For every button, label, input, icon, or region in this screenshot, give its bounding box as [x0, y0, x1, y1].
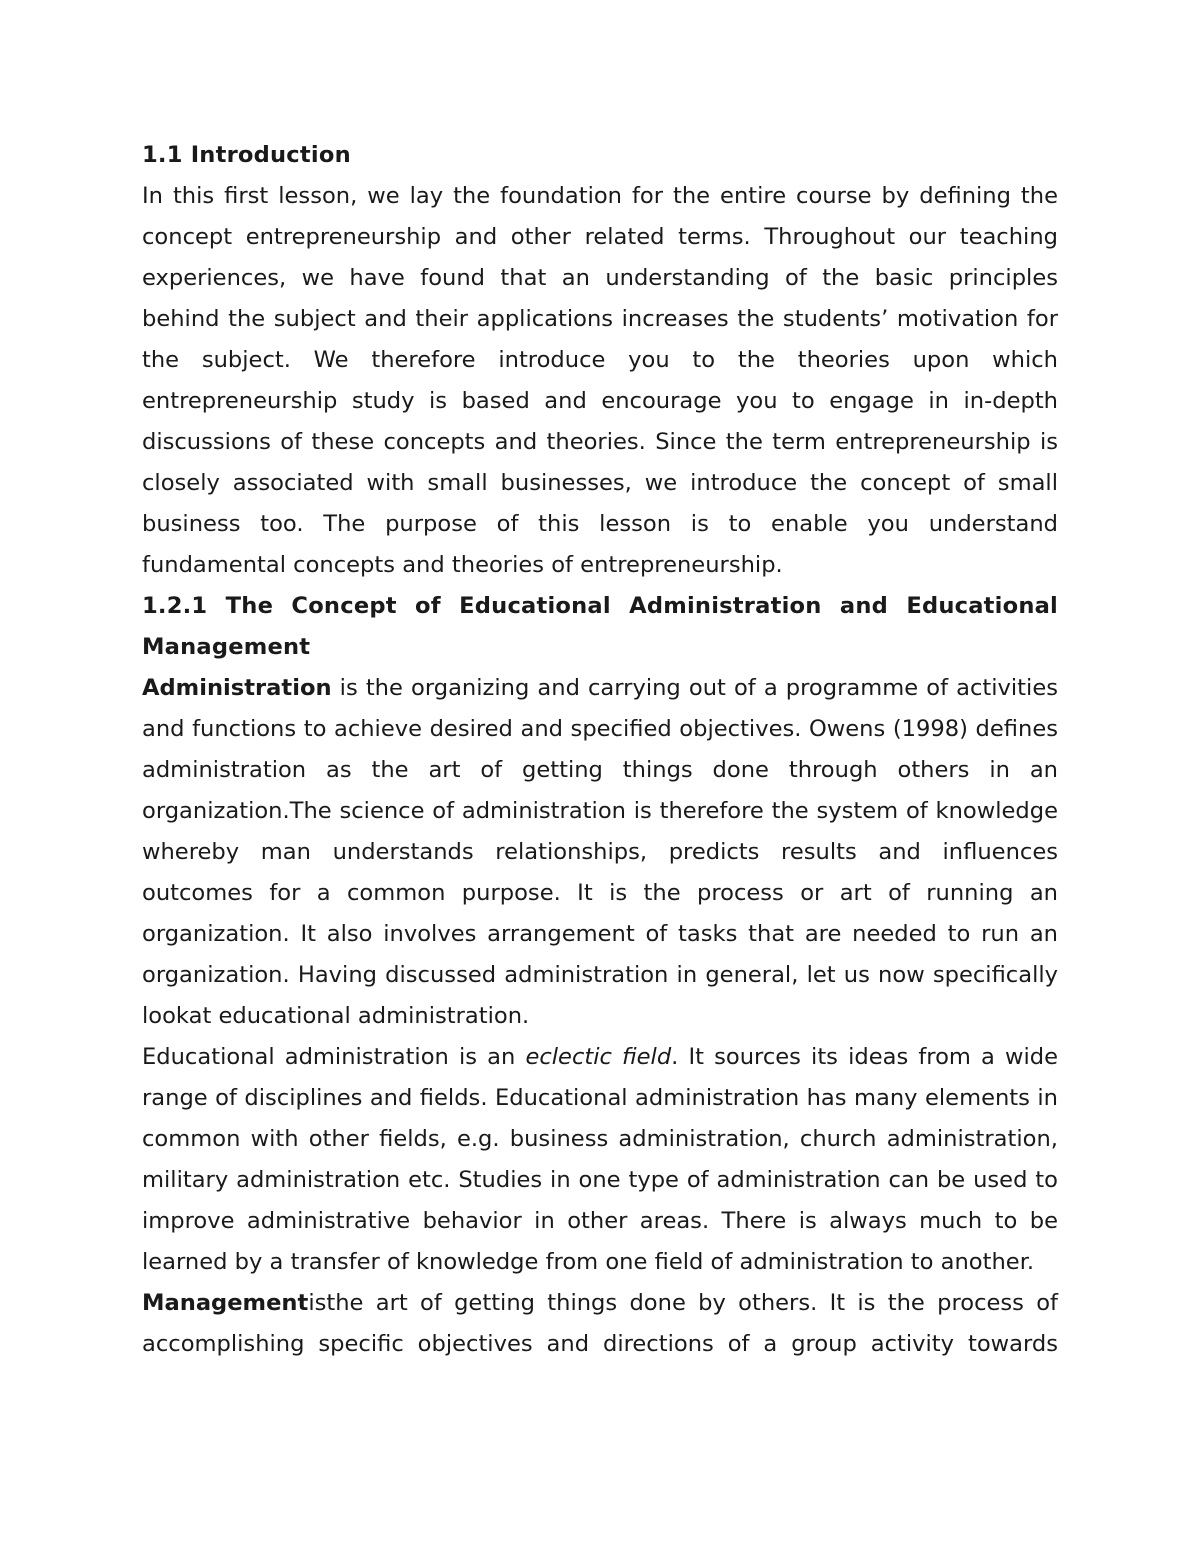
- management-term: Management: [142, 1290, 309, 1316]
- management-paragraph: [142, 1283, 1058, 1365]
- educational-administration-lead: Educational administration is an: [142, 1044, 526, 1070]
- eclectic-field-term: eclectic field: [525, 1044, 672, 1070]
- administration-term: Administration: [142, 675, 332, 701]
- introduction-paragraph: In this first lesson, we lay the foundation for the entire course by defining the concept entrepreneurship and other related terms. Throughout our teaching experiences, we have found that an understanding of the basic principles behind the subject and their applications increases the students’ motivation for the subject. We therefore introduce you to the theories upon which entrepreneurship study is based and encourage you to engage in in-depth discussions of these concepts and theories. Since the term entrepreneurship is closely associated with small businesses, we introduce the concept of small business too. The purpose of this lesson is to enable you understand fundamental concepts and theories of entrepreneurship.: [142, 183, 1058, 578]
- educational-administration-paragraph: [142, 1037, 1058, 1283]
- administration-paragraph: [142, 668, 1058, 1037]
- administration-text: is the organizing and carrying out of a programme of activities and functions to achieve desired and specified objectives. Owens (1998) defines administration as the art of getting things done through others in an organization.The science of administration is therefore the system of knowledge whereby man understands relationships, predicts results and influences outcomes for a common purpose. It is the process or art of running an organization. It also involves arrangement of tasks that are needed to run an organization. Having discussed administration in general, let us now specifically lookat educational administration.: [142, 675, 1058, 1029]
- section-heading-introduction: 1.1 Introduction: [142, 142, 351, 168]
- section-heading-concept: 1.2.1 The Concept of Educational Administration and Educational Management: [142, 593, 1058, 660]
- document-page: [142, 135, 1058, 1365]
- management-text: isthe art of getting things done by others. It is the process of accomplishing specific objectives and directions of a group activity towards: [142, 1290, 1058, 1357]
- educational-administration-text: . It sources its ideas from a wide range of disciplines and fields. Educational administration has many elements in common with other fields, e.g. business administration, church administration, military administration etc. Studies in one type of administration can be used to improve administrative behavior in other areas. There is always much to be learned by a transfer of knowledge from one field of administration to another.: [142, 1044, 1059, 1275]
